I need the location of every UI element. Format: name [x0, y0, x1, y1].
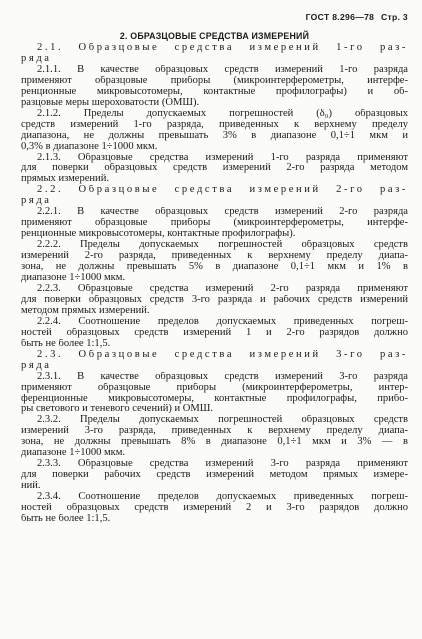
document-body: [21, 43, 408, 525]
text-line: прямых измерений.: [21, 174, 109, 185]
standard-number: ГОСТ 8.296—78: [305, 12, 375, 22]
text-line: для поверки образцовых средств 3-го разряда и рабочих средств измерений: [21, 294, 408, 305]
page-header: [21, 12, 408, 26]
text-line: для поверки рабочих средств измерений методом прямых измере-: [21, 470, 408, 481]
text-line: разцовые меры шероховатости (ОМШ).: [21, 97, 200, 108]
text-line: быть не более 1:1,5.: [21, 513, 111, 524]
text-line: ры светового и теневого сечений) и ОМШ.: [21, 404, 214, 415]
text-line: 2.2. Образцовые средства измерений 2-го раз-: [37, 185, 408, 196]
text-line: 2.3.4. Соотношение пределов допускаемых приведенных погреш-: [37, 492, 408, 503]
text-line: 2.2.2. Пределы допускаемых погрешностей образцовых средств: [37, 240, 408, 251]
text-line: ряда: [21, 360, 52, 371]
text-line: применяют образцовые приборы (микроинтерферометры, интер-: [21, 382, 408, 393]
text-line: 2.3. Образцовые средства измерений 3-го раз-: [37, 349, 408, 360]
text-line: ностей образцовых средств измерений 1 и 2-го разрядов должно: [21, 327, 408, 338]
text-line: ряда: [21, 196, 52, 207]
text-line: 2.2.1. В качестве образцовых средств измерений 2-го разряда: [37, 207, 408, 218]
text-line: 2.1. Образцовые средства измерений 1-го раз-: [37, 43, 408, 53]
text-line: 2.1.2. Пределы допускаемых погрешностей (δ₀) образцовых: [37, 108, 408, 119]
text-line: применяют образцовые приборы (микроинтерферометры, интерфе-: [21, 218, 408, 229]
text-line: 2.1.1. В качестве образцовых средств измерений 1-го разряда: [37, 64, 408, 75]
text-line: применяют образцовые приборы (микроинтерферометры, интерфе-: [21, 75, 408, 86]
text-line: ностей образцовых средств измерений 2 и 3-го разрядов должно: [21, 503, 408, 514]
text-line: средств измерений 1-го разряда, приведенных к верхнему пределу: [21, 119, 408, 130]
text-line: 2.3.3. Образцовые средства измерений 3-го разряда применяют: [37, 459, 408, 470]
text-line: методом прямых измерений.: [21, 305, 150, 316]
text-line: ференционные микровысотомеры, контактные профилографы, прибо-: [21, 393, 408, 404]
text-line: ренционные микровысотомеры, контактные профилографы).: [21, 229, 296, 240]
text-line: измерений 2-го разряда, приведенных к верхнему пределу диапа-: [21, 251, 408, 262]
text-line: диапазоне 1÷1000 мкм.: [21, 273, 126, 284]
text-line: ренционные микровысотомеры, контактные профилографы) и об-: [21, 86, 408, 97]
text-line: измерений 3-го разряда, приведенных к верхнему пределу диапа-: [21, 426, 408, 437]
text-line: диапазоне 1÷1000 мкм.: [21, 448, 126, 459]
text-line: 2.2.4. Соотношение пределов допускаемых приведенных погреш-: [37, 316, 408, 327]
text-line: 2.2.3. Образцовые средства измерений 2-го разряда применяют: [37, 283, 408, 294]
text-line: зона, не должны превышать 5% в диапазоне 0,1÷1 мкм и 1% в: [21, 262, 408, 273]
text-line: ний.: [21, 481, 41, 492]
page-number: Стр. 3: [380, 12, 408, 22]
text-line: 2.3.2. Пределы допускаемых погрешностей образцовых средств: [37, 415, 408, 426]
text-line: диапазона, не должны превышать 3% в диапазоне 0,1÷1 мкм и: [21, 130, 408, 141]
text-line: быть не более 1:1,5.: [21, 338, 111, 349]
text-line: зона, не должны превышать 8% в диапазоне 0,1÷1 мкм и 3% — в: [21, 437, 408, 448]
text-line: 2.3.1. В качестве образцовых средств измерений 3-го разряда: [37, 371, 408, 382]
text-line: для поверки образцовых средств измерений 2-го разряда методом: [21, 163, 408, 174]
text-line: 0,3% в диапазоне 1÷1000 мкм.: [21, 141, 158, 152]
section-title: 2. ОБРАЗЦОВЫЕ СРЕДСТВА ИЗМЕРЕНИЙ: [119, 31, 310, 41]
text-line: ряда: [21, 53, 52, 64]
text-line: 2.1.3. Образцовые средства измерений 1-го разряда применяют: [37, 152, 408, 163]
